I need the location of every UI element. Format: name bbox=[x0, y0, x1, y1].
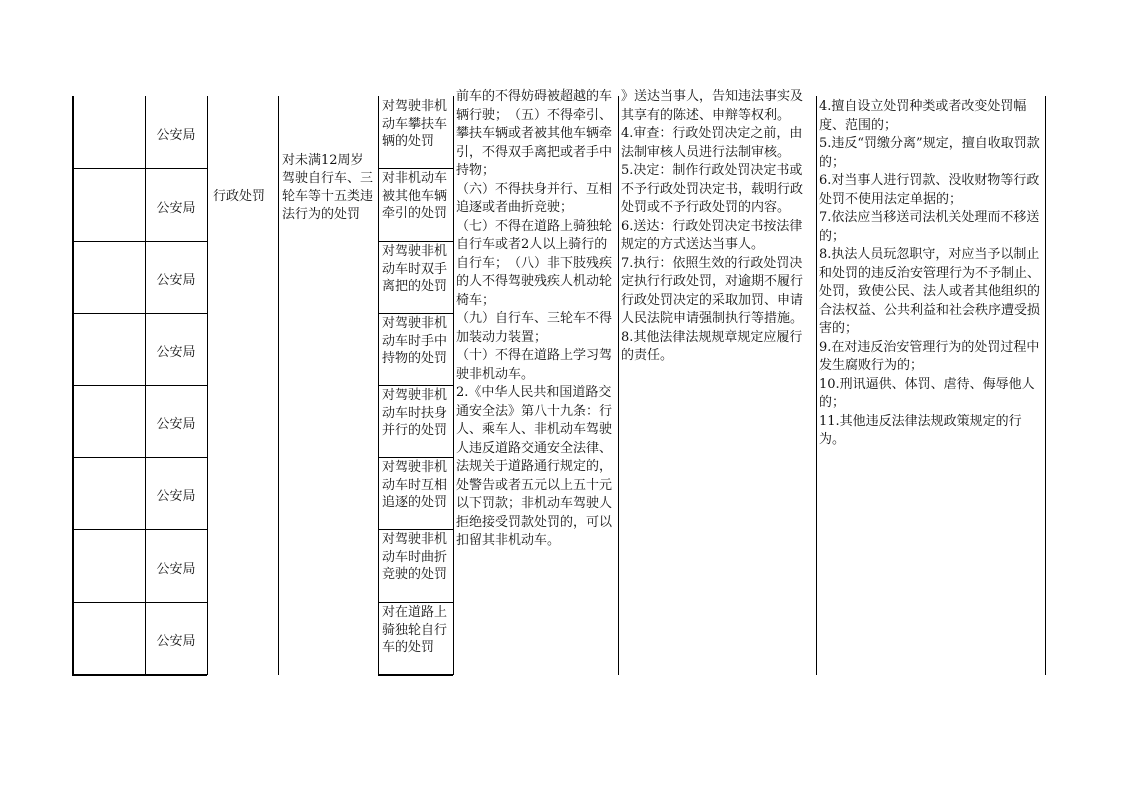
agency-cell: 公安局 bbox=[156, 489, 196, 504]
agency-cell: 公安局 bbox=[156, 273, 196, 288]
sub-item-cell: 对驾驶非机动车攀扶车辆的处罚 bbox=[382, 99, 448, 149]
row-divider bbox=[378, 602, 453, 603]
agency-cell: 公安局 bbox=[156, 201, 196, 216]
sub-item-cell: 对驾驶非机动车时双手离把的处罚 bbox=[382, 244, 448, 294]
legal-basis-cell: 前车的不得妨碍被超越的车辆行驶； （五）不得牵引、攀扶车辆或者被其他车辆牵引，不得双手离把或者手中持物； （六）不得扶身并行、互相追逐或者曲折竞驶； （七）不得在道路上骑独轮自行车或者2人以上骑行的自行车； （八）非下肢残疾的人不得驾驶残疾人机动轮椅车； （九）自行车、三轮车不得加装动力装置； （十）不得在道路上学习驾驶非机动车。 2.《中华人民共和国道路交通安全法》第八十九条：行人、乘车人、非机动车驾驶人违反道路交通安全法律、法规关于道路通行规定的，处警告或者五元以上五十元以下罚款；非机动车驾驶人拒绝接受罚款处罚的，可以扣留其非机动车。 bbox=[456, 89, 613, 548]
table-border-bottom bbox=[72, 674, 207, 676]
sub-item-cell: 对驾驶非机动车时互相追逐的处罚 bbox=[382, 460, 448, 510]
liability-cell: 4.擅自设立处罚种类或者改变处罚幅度、范围的； 5.违反“罚缴分离”规定，擅自收取罚款的； 6.对当事人进行罚款、没收财物等行政处罚不使用法定单据的； 7.依法应当移送司法机关处理而不移送的； 8.执法人员玩忽职守，对应当予以制止和处罚的违反治安管理行为不予制止、处罚，致使公民、法人或者其他组织的合法权益、公共利益和社会秩序遭受损害的； 9.在对违反治安管理行为的处罚过程中发生腐败行为的； 10.刑讯逼供、体罚、虐待、侮辱他人的； 11.其他违反法律法规政策规定的行为。 bbox=[819, 99, 1041, 447]
row-divider bbox=[72, 385, 207, 386]
column-divider bbox=[1045, 96, 1046, 675]
row-divider bbox=[72, 529, 207, 530]
column-divider bbox=[207, 96, 208, 675]
row-divider bbox=[378, 385, 453, 386]
row-divider bbox=[72, 602, 207, 603]
sub-item-cell: 对非机动车被其他车辆牵引的处罚 bbox=[382, 171, 448, 221]
sub-item-cell: 对驾驶非机动车时手中持物的处罚 bbox=[382, 316, 448, 366]
column-divider bbox=[278, 96, 279, 675]
table-border-bottom bbox=[378, 674, 453, 676]
agency-cell: 公安局 bbox=[156, 634, 196, 649]
row-divider bbox=[72, 457, 207, 458]
column-divider bbox=[816, 96, 817, 675]
column-divider bbox=[453, 96, 454, 675]
sub-item-cell: 对驾驶非机动车时扶身并行的处罚 bbox=[382, 388, 448, 438]
main-item-cell: 对未满12周岁驾驶自行车、三轮车等十五类违法行为的处罚 bbox=[282, 153, 374, 222]
row-divider bbox=[72, 313, 207, 314]
agency-cell: 公安局 bbox=[156, 128, 196, 143]
sub-item-cell: 对驾驶非机动车时曲折竞驶的处罚 bbox=[382, 532, 448, 582]
row-divider bbox=[378, 457, 453, 458]
agency-cell: 公安局 bbox=[156, 417, 196, 432]
row-divider bbox=[72, 168, 207, 169]
procedure-cell: 》送达当事人，告知违法事实及其享有的陈述、申辩等权利。 4.审查：行政处罚决定之前，由法制审核人员进行法制审核。 5.决定：制作行政处罚决定书或不予行政处罚决定书，载明行政处罚或不予行政处罚的内容。 6.送达：行政处罚决定书按法律规定的方式送达当事人。 7.执行：依照生效的行政处罚决定执行行政处罚，对逾期不履行行政处罚决定的采取加罚、申请人民法院申请强制执行等措施。 8.其他法律法规规章规定应履行的责任。 bbox=[621, 89, 804, 363]
row-divider bbox=[72, 241, 207, 242]
category-cell: 行政处罚 bbox=[213, 189, 266, 204]
row-divider bbox=[378, 168, 453, 169]
sub-item-cell: 对在道路上骑独轮自行车的处罚 bbox=[382, 605, 448, 655]
column-divider bbox=[618, 96, 619, 675]
agency-cell: 公安局 bbox=[156, 345, 196, 360]
row-divider bbox=[378, 313, 453, 314]
row-divider bbox=[378, 241, 453, 242]
row-divider bbox=[378, 529, 453, 530]
agency-cell: 公安局 bbox=[156, 562, 196, 577]
